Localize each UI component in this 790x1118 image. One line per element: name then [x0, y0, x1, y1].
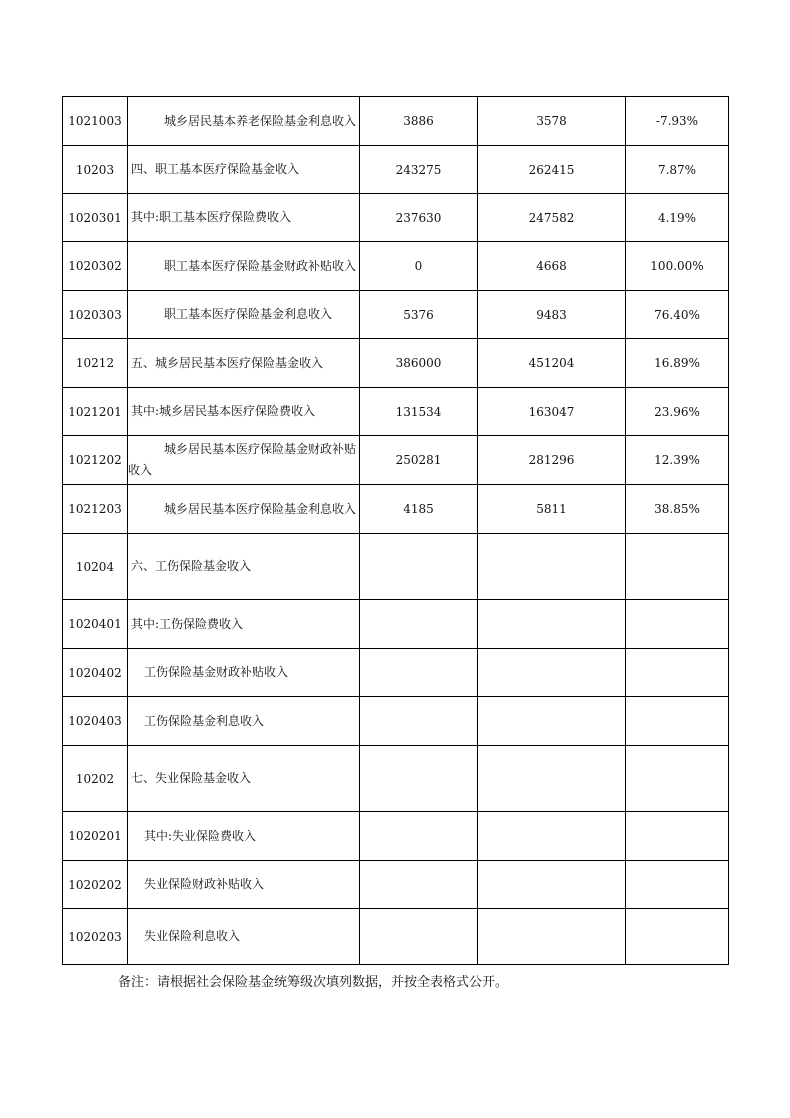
- table-row: [63, 649, 729, 697]
- value-col-2: 9483: [478, 291, 626, 339]
- table-row: [63, 909, 729, 965]
- item-name: 七、失业保险基金收入: [128, 746, 360, 812]
- table-row: [63, 534, 729, 600]
- value-col-1: [360, 861, 478, 909]
- change-percent: -7.93%: [626, 97, 729, 146]
- value-col-1: [360, 600, 478, 649]
- table-row: [63, 339, 729, 388]
- value-col-1: 4185: [360, 485, 478, 534]
- change-percent: 23.96%: [626, 388, 729, 436]
- change-percent: [626, 861, 729, 909]
- item-name: 失业保险财政补贴收入: [128, 861, 360, 909]
- value-col-1: 250281: [360, 436, 478, 485]
- change-percent: [626, 746, 729, 812]
- value-col-2: 3578: [478, 97, 626, 146]
- table-row: [63, 697, 729, 746]
- value-col-2: 247582: [478, 194, 626, 242]
- value-col-1: 5376: [360, 291, 478, 339]
- item-name: 其中:职工基本医疗保险费收入: [128, 194, 360, 242]
- item-code: 1020303: [63, 291, 128, 339]
- value-col-2: [478, 649, 626, 697]
- change-percent: [626, 649, 729, 697]
- value-col-2: 451204: [478, 339, 626, 388]
- value-col-1: 386000: [360, 339, 478, 388]
- value-col-2: 4668: [478, 242, 626, 291]
- table-row: [63, 436, 729, 485]
- value-col-1: 243275: [360, 146, 478, 194]
- value-col-2: [478, 861, 626, 909]
- value-col-1: [360, 746, 478, 812]
- value-col-1: 237630: [360, 194, 478, 242]
- table-row: [63, 861, 729, 909]
- item-code: 1021202: [63, 436, 128, 485]
- change-percent: [626, 600, 729, 649]
- value-col-1: 131534: [360, 388, 478, 436]
- item-code: 1020302: [63, 242, 128, 291]
- table-row: [63, 146, 729, 194]
- value-col-2: [478, 697, 626, 746]
- value-col-2: 5811: [478, 485, 626, 534]
- value-col-2: [478, 909, 626, 965]
- item-code: 1020301: [63, 194, 128, 242]
- item-code: 1020202: [63, 861, 128, 909]
- table-row: [63, 600, 729, 649]
- item-code: 1020402: [63, 649, 128, 697]
- table-row: [63, 388, 729, 436]
- value-col-2: [478, 746, 626, 812]
- table-row: [63, 194, 729, 242]
- item-code: 1021203: [63, 485, 128, 534]
- item-name: 城乡居民基本医疗保险基金利息收入: [128, 485, 360, 534]
- table-row: [63, 242, 729, 291]
- change-percent: 4.19%: [626, 194, 729, 242]
- value-col-2: 163047: [478, 388, 626, 436]
- item-name: 其中:城乡居民基本医疗保险费收入: [128, 388, 360, 436]
- table-row: [63, 485, 729, 534]
- item-code: 10204: [63, 534, 128, 600]
- item-code: 1020203: [63, 909, 128, 965]
- change-percent: 12.39%: [626, 436, 729, 485]
- change-percent: 7.87%: [626, 146, 729, 194]
- item-name: 失业保险利息收入: [128, 909, 360, 965]
- item-code: 1020201: [63, 812, 128, 861]
- item-code: 10203: [63, 146, 128, 194]
- value-col-2: 281296: [478, 436, 626, 485]
- value-col-1: [360, 909, 478, 965]
- change-percent: [626, 812, 729, 861]
- item-name: 四、职工基本医疗保险基金收入: [128, 146, 360, 194]
- item-name: 五、城乡居民基本医疗保险基金收入: [128, 339, 360, 388]
- item-name: 其中:工伤保险费收入: [128, 600, 360, 649]
- item-code: 1021201: [63, 388, 128, 436]
- value-col-2: [478, 812, 626, 861]
- item-name: 六、工伤保险基金收入: [128, 534, 360, 600]
- value-col-2: 262415: [478, 146, 626, 194]
- value-col-1: [360, 649, 478, 697]
- table-row: [63, 291, 729, 339]
- change-percent: [626, 697, 729, 746]
- item-name: 工伤保险基金财政补贴收入: [128, 649, 360, 697]
- item-name: 工伤保险基金利息收入: [128, 697, 360, 746]
- change-percent: 76.40%: [626, 291, 729, 339]
- budget-table: [62, 96, 729, 965]
- value-col-1: [360, 697, 478, 746]
- change-percent: [626, 909, 729, 965]
- item-code: 1020401: [63, 600, 128, 649]
- item-name: 城乡居民基本养老保险基金利息收入: [128, 97, 360, 146]
- item-name: 其中:失业保险费收入: [128, 812, 360, 861]
- item-name: 职工基本医疗保险基金财政补贴收入: [128, 242, 360, 291]
- value-col-2: [478, 600, 626, 649]
- change-percent: 16.89%: [626, 339, 729, 388]
- value-col-2: [478, 534, 626, 600]
- item-name: 职工基本医疗保险基金利息收入: [128, 291, 360, 339]
- value-col-1: [360, 812, 478, 861]
- value-col-1: 3886: [360, 97, 478, 146]
- table-row: [63, 97, 729, 146]
- table-row: [63, 746, 729, 812]
- value-col-1: [360, 534, 478, 600]
- item-name: 城乡居民基本医疗保险基金财政补贴收入: [128, 436, 360, 485]
- change-percent: [626, 534, 729, 600]
- item-code: 10202: [63, 746, 128, 812]
- change-percent: 100.00%: [626, 242, 729, 291]
- change-percent: 38.85%: [626, 485, 729, 534]
- item-code: 1021003: [63, 97, 128, 146]
- item-code: 1020403: [63, 697, 128, 746]
- table-row: [63, 812, 729, 861]
- item-code: 10212: [63, 339, 128, 388]
- footnote: 备注：请根据社会保险基金统筹级次填列数据，并按全表格式公开。: [118, 975, 509, 990]
- value-col-1: 0: [360, 242, 478, 291]
